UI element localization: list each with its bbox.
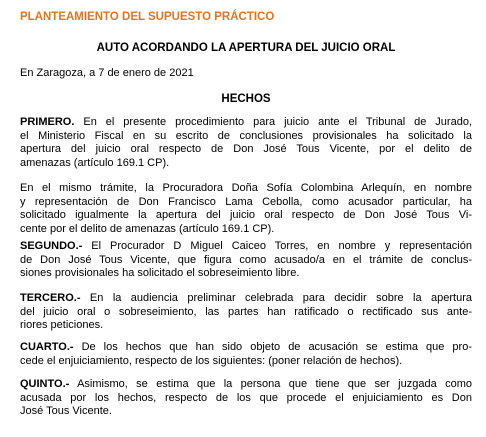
paragraph-cuarto	[20, 341, 472, 368]
paragraph-lead: CUARTO.-	[20, 341, 74, 353]
paragraph-text: El Procurador D Miguel Caiceo Torres, en nombre y representación	[82, 240, 472, 252]
paragraph-line	[20, 292, 472, 306]
paragraph-line	[20, 341, 472, 355]
paragraph-lead: PRIMERO.	[20, 116, 75, 128]
paragraph-line: el Ministerio Fiscal en su escrito de conclusiones provisionales ha solicitado la	[20, 129, 472, 142]
place-date: En Zaragoza, a 7 de enero de 2021	[20, 67, 194, 79]
paragraph-line: riores peticiones.	[20, 319, 104, 331]
paragraph-line: del juicio oral o sobreseimiento, las partes han ratificado o rectificado sus ante-	[20, 305, 472, 318]
paragraph-line: cente por el delito de amenazas (artículo 169.1 CP).	[20, 222, 275, 235]
paragraph-line: de Don José Tous Vicente, que figura como acusado/a en el trámite de conclus-	[20, 253, 472, 266]
paragraph-primero	[20, 116, 472, 170]
paragraph-tercero	[20, 292, 472, 333]
paragraph-lead: SEGUNDO.-	[20, 240, 83, 252]
paragraph-lead: QUINTO.-	[20, 378, 70, 390]
paragraph-line	[20, 240, 472, 254]
paragraph-segundo	[20, 240, 472, 281]
hechos-heading: HECHOS	[221, 93, 271, 105]
paragraph-line	[20, 116, 472, 130]
paragraph-line: apertura del juicio oral respecto de Don José Tous Vicente, por el delito de	[20, 143, 472, 155]
paragraph-line: siones provisionales ha solicitado el sobreseimiento libre.	[20, 267, 300, 279]
paragraph-line: José Tous Vicente.	[20, 405, 112, 417]
paragraph-line: acusada por los hechos, respecto de los que procede el enjuiciamiento es Don	[20, 391, 472, 404]
paragraph-line: amenazas (artículo 169.1 CP).	[20, 156, 170, 169]
paragraph-line: y representación de Don Francisco Lama Cebolla, como acusador particular, ha	[20, 195, 472, 208]
section-title: PLANTEAMIENTO DEL SUPUESTO PRÁCTICO	[20, 11, 275, 23]
paragraph-line	[20, 378, 472, 392]
paragraph-line: En el mismo trámite, la Procuradora Doña Sofía Colombina Arlequín, en nombre	[20, 182, 472, 194]
paragraph-text: Asimismo, se estima que la persona que tiene que ser juzgada como	[69, 378, 472, 390]
paragraph-quinto	[20, 378, 472, 419]
paragraph-text: En el presente procedimiento para juicio ante el Tribunal de Jurado,	[74, 116, 472, 128]
paragraph-line: solicitado igualmente la apertura del juicio oral respecto de Don José Tous Vi-	[20, 209, 472, 221]
paragraph-text: En la audiencia preliminar celebrada para decidir sobre la apertura	[80, 292, 472, 304]
paragraph-line: cede el enjuiciamiento, respecto de los siguientes: (poner relación de hechos).	[20, 354, 403, 367]
paragraph-mismo-tramite	[20, 182, 472, 236]
auto-title: AUTO ACORDANDO LA APERTURA DEL JUICIO ORAL	[96, 42, 396, 54]
paragraph-lead: TERCERO.-	[20, 292, 81, 304]
paragraph-text: De los hechos que han sido objeto de acusación se estima que pro-	[73, 341, 472, 353]
